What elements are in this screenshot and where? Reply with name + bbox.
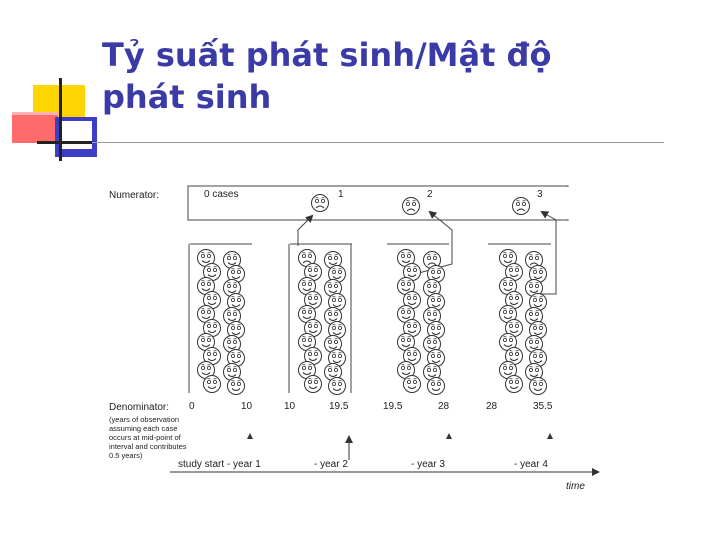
case-label-2: 2 <box>427 189 433 200</box>
case-label-0: 0 cases <box>204 189 239 200</box>
denominator-note-2: assuming each case <box>109 424 178 433</box>
decor-red-bar <box>12 112 58 143</box>
interval-4-end: 35.5 <box>533 401 553 412</box>
population-faces <box>198 250 547 395</box>
denominator-note-4: interval and contributes <box>109 442 187 451</box>
person-face-19 <box>204 376 221 393</box>
year-3-marker <box>446 433 452 439</box>
interval-1-start: 0 <box>189 401 195 412</box>
denominator-label: Denominator: <box>109 402 170 413</box>
interval-1-end: 10 <box>241 401 253 412</box>
timeline-label-1: study start - year 1 <box>178 459 261 470</box>
title-line-1: Tỷ suất phát sinh/Mật độ <box>102 36 552 74</box>
timeline-label-2: - year 2 <box>314 459 348 470</box>
title-line-2: phát sinh <box>102 78 272 116</box>
timeline-label-3: - year 3 <box>411 459 445 470</box>
person-face-40 <box>329 378 346 395</box>
numerator-cases <box>312 195 530 215</box>
timeline-label-4: - year 4 <box>514 459 548 470</box>
denominator-note-1: (years of observation <box>109 415 180 424</box>
interval-2-start: 10 <box>284 401 296 412</box>
case-face-1 <box>312 195 329 212</box>
case-label-3: 3 <box>537 189 543 200</box>
denominator-note-5: 0.5 years) <box>109 451 143 460</box>
time-axis-label: time <box>566 481 585 492</box>
year-1-marker <box>247 433 253 439</box>
decor-vertical-line <box>59 78 62 161</box>
interval-3-end: 28 <box>438 401 450 412</box>
interval-4-start: 28 <box>486 401 498 412</box>
numerator-box-open-end <box>566 187 572 219</box>
decor-blue-square-inner <box>62 121 92 149</box>
case-label-1: 1 <box>338 189 344 200</box>
denominator-note-3: occurs at mid-point of <box>109 433 181 442</box>
person-face-59 <box>404 376 421 393</box>
person-face-20 <box>228 378 245 395</box>
numerator-label: Numerator: <box>109 190 160 201</box>
incidence-density-diagram <box>100 178 610 496</box>
interval-3-start: 19.5 <box>383 401 403 412</box>
decor-horizontal-line <box>37 141 92 144</box>
person-face-80 <box>530 378 547 395</box>
person-face-39 <box>305 376 322 393</box>
person-face-60 <box>428 378 445 395</box>
slide-title <box>102 34 662 118</box>
case-face-2 <box>403 198 420 215</box>
interval-2-end: 19.5 <box>329 401 349 412</box>
numerator-box <box>188 186 568 220</box>
case-face-3 <box>513 198 530 215</box>
person-face-79 <box>506 376 523 393</box>
year-4-marker <box>547 433 553 439</box>
title-underline <box>92 142 664 143</box>
